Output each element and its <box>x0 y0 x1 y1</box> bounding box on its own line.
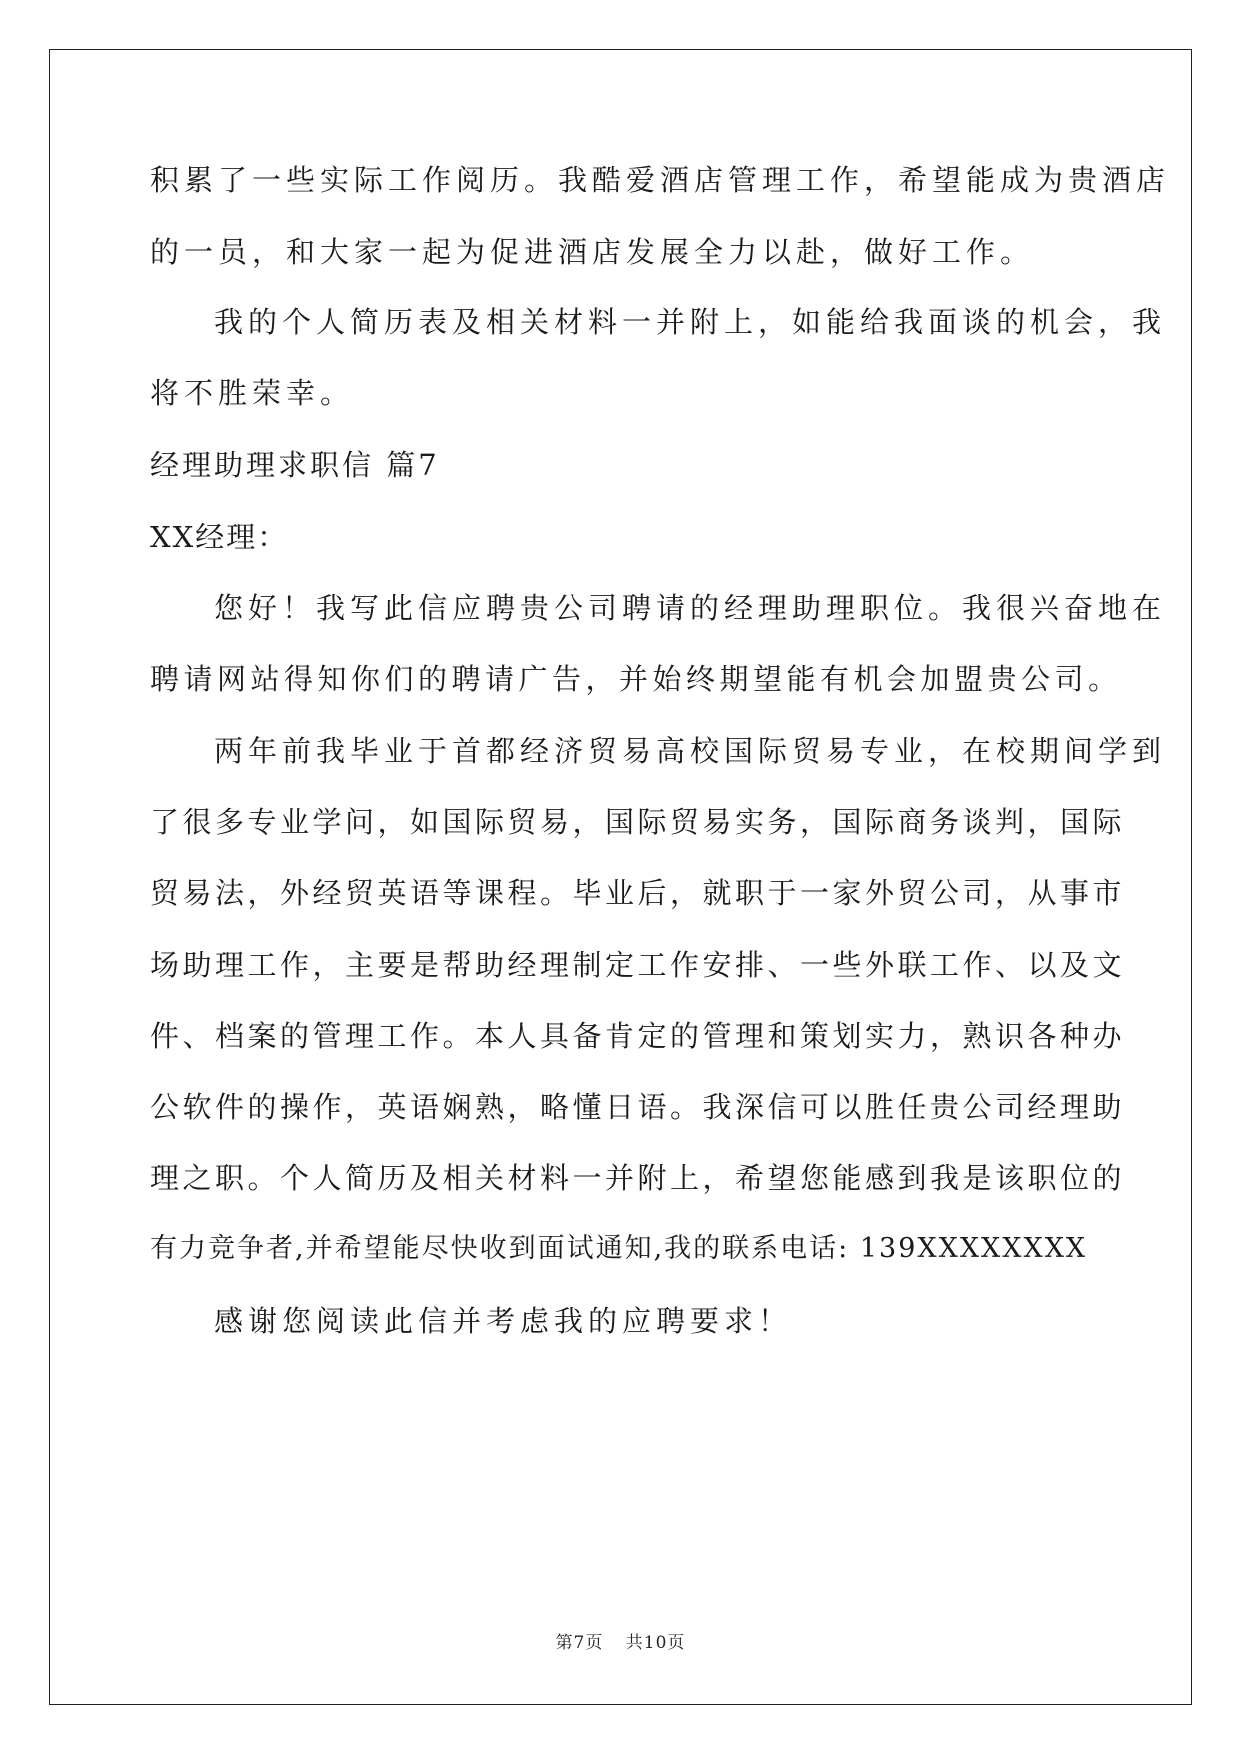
paragraph-line: 将不胜荣幸。 <box>150 376 355 410</box>
paragraph-line: 有力竞争者,并希望能尽快收到面试通知,我的联系电话: 139XXXXXXXX <box>150 1233 1088 1264</box>
paragraph-line: 感谢您阅读此信并考虑我的应聘要求！ <box>214 1304 793 1338</box>
paragraph-line: 贸易法，外经贸英语等课程。毕业后，就职于一家外贸公司，从事市 <box>150 876 1126 910</box>
page-footer <box>0 1628 1241 1653</box>
paragraph-line: 理之职。个人简历及相关材料一并附上，希望您能感到我是该职位的 <box>150 1161 1126 1195</box>
paragraph-line: 场助理工作，主要是帮助经理制定工作安排、一些外联工作、以及文 <box>150 948 1126 982</box>
section-heading: 经理助理求职信 篇7 <box>150 448 440 482</box>
paragraph-line: 我的个人简历表及相关材料一并附上，如能给我面谈的机会，我 <box>214 305 1167 339</box>
paragraph-line: 公软件的操作，英语娴熟，略懂日语。我深信可以胜任贵公司经理助 <box>150 1090 1126 1124</box>
page-number: 第7页 <box>555 1633 604 1653</box>
page-total: 共10页 <box>625 1633 686 1653</box>
paragraph-line: 两年前我毕业于首都经济贸易高校国际贸易专业，在校期间学到 <box>214 734 1167 768</box>
paragraph-line: 件、档案的管理工作。本人具备肯定的管理和策划实力，熟识各种办 <box>150 1019 1126 1053</box>
salutation: XX经理： <box>150 520 289 554</box>
paragraph-line: 积累了一些实际工作阅历。我酷爱酒店管理工作，希望能成为贵酒店 <box>150 163 1171 197</box>
paragraph-line: 的一员，和大家一起为促进酒店发展全力以赴，做好工作。 <box>150 235 1035 269</box>
paragraph-line: 您好！我写此信应聘贵公司聘请的经理助理职位。我很兴奋地在 <box>214 591 1167 625</box>
paragraph-line: 了很多专业学问，如国际贸易，国际贸易实务，国际商务谈判，国际 <box>150 805 1126 839</box>
paragraph-line: 聘请网站得知你们的聘请广告，并始终期望能有机会加盟贵公司。 <box>150 662 1122 696</box>
